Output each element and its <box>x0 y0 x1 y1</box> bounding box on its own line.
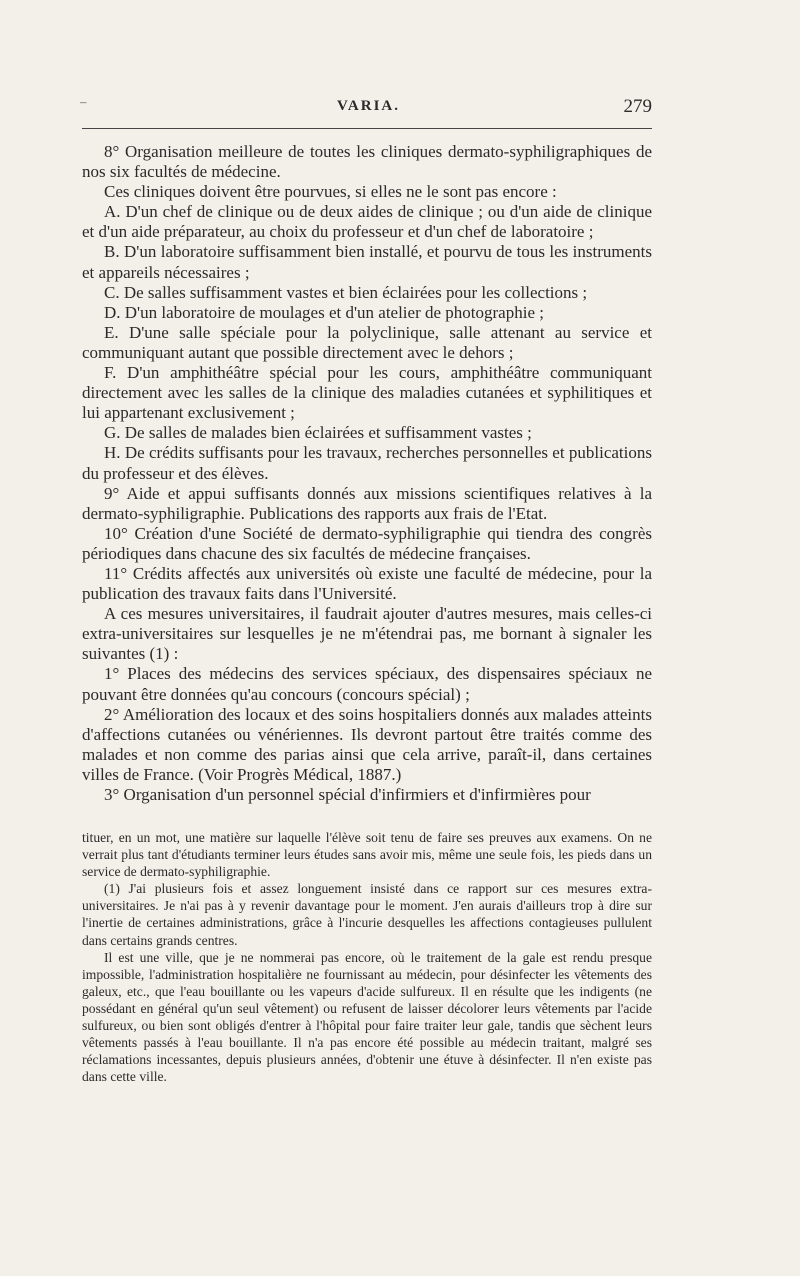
paragraph-measure-1: 1° Places des médecins des services spéciaux, des dispensaires spéciaux ne pouvant être données qu'au concours (concours spécial) ; <box>82 664 652 704</box>
paragraph-item-11: 11° Crédits affectés aux universités où existe une faculté de médecine, pour la publication des travaux faits dans l'Université. <box>82 563 652 604</box>
paragraph-item-9: 9° Aide et appui suffisants donnés aux missions scientifiques relatives à la dermato-syphiligraphie. Publications des rapports aux frais de l'Etat. <box>82 483 652 523</box>
paragraph-h: H. De crédits suffisants pour les travaux, recherches personnelles et publications du professeur et des élèves. <box>82 443 652 483</box>
paragraph-g: G. De salles de malades bien éclairées et suffisamment vastes ; <box>104 423 532 443</box>
paragraph-measure-2: 2° Amélioration des locaux et des soins hospitaliers donnés aux malades atteints d'affections cutanées ou vénériennes. Ils devront partout être traités comme des malades et non comme des parias ainsi que cela arrive, paraît-il, dans certaines villes de France. (Voir Progrès Médical, 1887.) <box>82 704 652 784</box>
running-header <box>82 96 652 120</box>
paragraph-item-10: 10° Création d'une Société de dermato-syphiligraphie qui tiendra des congrès périodiques dans chacune des six facultés de médecine françaises. <box>82 523 652 563</box>
footnote-continuation: tituer, en un mot, une matière sur laquelle l'élève soit tenu de faire ses preuves aux examens. On ne verrait plus tant d'étudiants terminer leurs études sans avoir mis, même une seule fois, les pieds dans un service de dermato-syphiligraphie. <box>82 830 652 880</box>
body-text <box>82 142 652 805</box>
paragraph-f: F. D'un amphithéâtre spécial pour les cours, amphithéâtre communiquant directement avec les salles de la clinique des maladies cutanées et syphilitiques et lui appartenant exclusivement ; <box>82 363 652 423</box>
running-title: VARIA. <box>337 98 400 114</box>
header-rule <box>82 128 652 129</box>
header-mark: – <box>80 94 87 109</box>
paragraph-a: A. D'un chef de clinique ou de deux aides de clinique ; ou d'un aide de clinique et d'un aide préparateur, au choix du professeur et d'un chef de laboratoire ; <box>82 202 652 242</box>
paragraph-b: B. D'un laboratoire suffisamment bien installé, et pourvu de tous les instruments et appareils nécessaires ; <box>82 242 652 282</box>
footnote-1-continued: Il est une ville, que je ne nommerai pas encore, où le traitement de la gale est rendu presque impossible, l'administration hospitalière ne fournissant au médecin, pour désinfecter les vêtements des galeux, etc., que l'eau bouillante ou les vapeurs d'acide sulfureux. Il en résulte que les indigents (ne possédant en général qu'un seul vêtement) ou refusent de laisser décolorer leurs vêtements par l'acide sulfureux, ou bien sont obligés d'entrer à l'hôpital pour faire traiter leur gale, tandis que sèchent leurs vêtements passés à l'eau bouillante. Il n'a pas encore été possible au médecin traitant, malgré ses réclamations incessantes, depuis plusieurs années, d'obtenir une étuve à désinfecter. Il n'en existe pas dans cette ville. <box>82 949 652 1085</box>
paragraph-intro: Ces cliniques doivent être pourvues, si elles ne le sont pas encore : <box>104 182 557 202</box>
footnote-1: (1) J'ai plusieurs fois et assez longuement insisté dans ce rapport sur ces mesures extra-universitaires. Je n'ai pas à y revenir davantage pour le moment. J'en aurais d'ailleurs trop à dire sur l'inertie de certaines administrations, grâce à l'incurie desquelles les affections contagieuses pullulent dans certains grands centres. <box>82 881 652 948</box>
paragraph-extra-measures: A ces mesures universitaires, il faudrait ajouter d'autres mesures, mais celles-ci extra-universitaires sur lesquelles je ne m'étendrai pas, me bornant à signaler les suivantes (1) : <box>82 604 652 664</box>
paragraph-e: E. D'une salle spéciale pour la polyclinique, salle attenant au service et communiquant autant que possible directement avec le dehors ; <box>82 322 652 362</box>
page-number: 279 <box>623 96 652 117</box>
paragraph-d: D. D'un laboratoire de moulages et d'un atelier de photographie ; <box>104 302 544 322</box>
paragraph-item-8: 8° Organisation meilleure de toutes les cliniques dermato-syphiligraphiques de nos six facultés de médecine. <box>82 142 652 182</box>
paragraph-measure-3: 3° Organisation d'un personnel spécial d'infirmiers et d'infirmières pour <box>104 785 591 804</box>
footnotes <box>82 829 652 1085</box>
paragraph-c: C. De salles suffisamment vastes et bien éclairées pour les collections ; <box>104 282 588 302</box>
